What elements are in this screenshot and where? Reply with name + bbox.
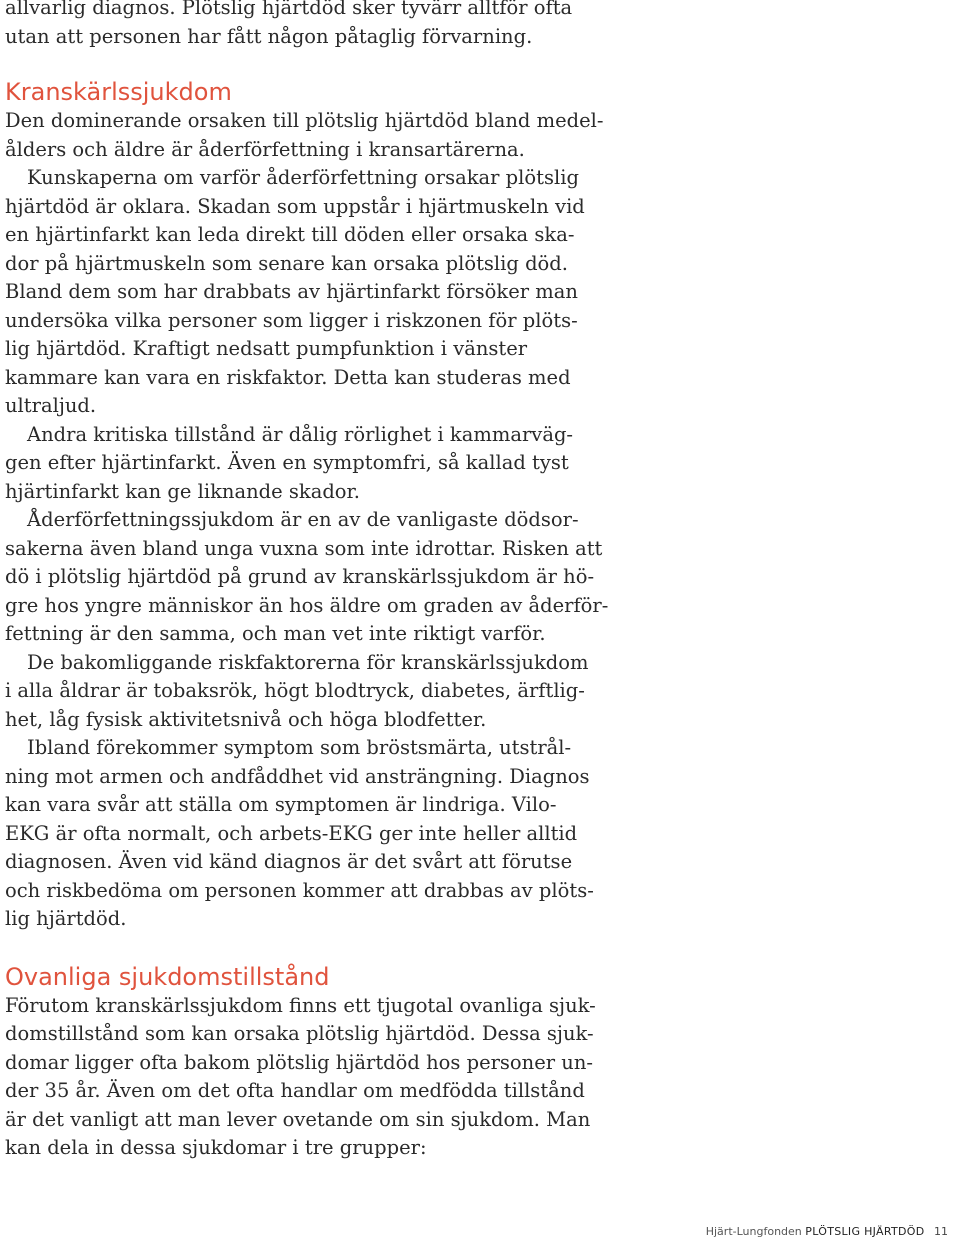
text-line: ålders och äldre är åderförfettning i kransartärerna. (5, 137, 525, 161)
text-line: domar ligger ofta bakom plötslig hjärtdöd hos personer un- (5, 1050, 593, 1074)
footer-title: PLÖTSLIG HJÄRTDÖD (805, 1225, 925, 1238)
text-line: allvarlig diagnos. Plötslig hjärtdöd sker tyvärr alltför ofta (5, 0, 573, 19)
text-line: sakerna även bland unga vuxna som inte idrottar. Risken att (5, 536, 603, 560)
text-line: Den dominerande orsaken till plötslig hjärtdöd bland medel- (5, 109, 604, 132)
text-line: Förutom kranskärlssjukdom finns ett tjugotal ovanliga sjuk- (5, 993, 596, 1017)
text-line: domstillstånd som kan orsaka plötslig hjärtdöd. Dessa sjuk- (5, 1022, 594, 1045)
text-line: ning mot armen och andfåddhet vid ansträngning. Diagnos (5, 764, 590, 788)
text-line: i alla åldrar är tobaksrök, högt blodtryck, diabetes, ärftlig- (5, 679, 585, 702)
page-number: 11 (934, 1225, 948, 1238)
section-kranskarlssjukdom (5, 77, 609, 934)
text-line: het, låg fysisk aktivitetsnivå och höga blodfetter. (5, 707, 487, 731)
text-line: Ibland förekommer symptom som bröstsmärta, utstrål- (27, 736, 572, 759)
text-line: gen efter hjärtinfarkt. Även en symptomfri, så kallad tyst (5, 451, 569, 474)
paragraph (5, 107, 604, 164)
text-line: kan vara svår att ställa om symptomen är lindriga. Vilo- (5, 793, 557, 816)
text-line: fettning är den samma, och man vet inte riktigt varför. (5, 622, 546, 645)
paragraph (5, 421, 574, 507)
footer-organization: Hjärt-Lungfonden (705, 1225, 802, 1238)
text-line: Åderförfettningssjukdom är en av de vanligaste dödsor- (27, 508, 579, 531)
text-line: kammare kan vara en riskfaktor. Detta kan studeras med (5, 365, 571, 389)
intro-paragraph (5, 0, 573, 51)
text-line: en hjärtinfarkt kan leda direkt till döden eller orsaka ska- (5, 223, 575, 246)
text-line: diagnosen. Även vid känd diagnos är det svårt att förutse (5, 850, 573, 873)
paragraph (5, 992, 596, 1163)
text-line: och riskbedöma om personen kommer att drabbas av plöts- (5, 878, 594, 902)
text-line: De bakomliggande riskfaktorerna för kranskärlssjukdom (27, 650, 589, 674)
text-line: lig hjärtdöd. (5, 907, 127, 930)
text-line: dö i plötslig hjärtdöd på grund av kranskärlssjukdom är hö- (5, 565, 595, 588)
paragraph (5, 506, 609, 649)
text-line: Bland dem som har drabbats av hjärtinfarkt försöker man (5, 280, 578, 303)
text-line: hjärtinfarkt kan ge liknande skador. (5, 479, 360, 503)
paragraph (5, 734, 594, 934)
text-line: Andra kritiska tillstånd är dålig rörlighet i kammarväg- (27, 422, 574, 446)
section-ovanliga-sjukdomstillstand (5, 962, 596, 1163)
text-column (5, 0, 609, 1163)
text-line: EKG är ofta normalt, och arbets-EKG ger inte heller alltid (5, 821, 578, 845)
section-heading: Ovanliga sjukdomstillstånd (5, 962, 330, 991)
text-line: lig hjärtdöd. Kraftigt nedsatt pumpfunktion i vänster (5, 337, 528, 360)
text-line: gre hos yngre människor än hos äldre om graden av åderför- (5, 593, 609, 617)
text-line: hjärtdöd är oklara. Skadan som uppstår i hjärtmuskeln vid (5, 194, 585, 218)
text-line: kan dela in dessa sjukdomar i tre grupper: (5, 1136, 427, 1159)
text-line: undersöka vilka personer som ligger i riskzonen för plöts- (5, 308, 578, 332)
text-line: är det vanligt att man lever ovetande om sin sjukdom. Man (5, 1107, 591, 1131)
text-line: dor på hjärtmuskeln som senare kan orsaka plötslig död. (5, 251, 568, 275)
paragraph (5, 649, 589, 735)
text-line: ultraljud. (5, 394, 97, 417)
text-line: Kunskaperna om varför åderförfettning orsakar plötslig (27, 166, 579, 189)
paragraph (5, 164, 585, 421)
text-line: utan att personen har fått någon påtaglig förvarning. (5, 24, 533, 48)
text-line: der 35 år. Även om det ofta handlar om medfödda tillstånd (5, 1079, 585, 1102)
section-heading: Kranskärlssjukdom (5, 78, 232, 106)
page-footer (706, 1225, 948, 1238)
